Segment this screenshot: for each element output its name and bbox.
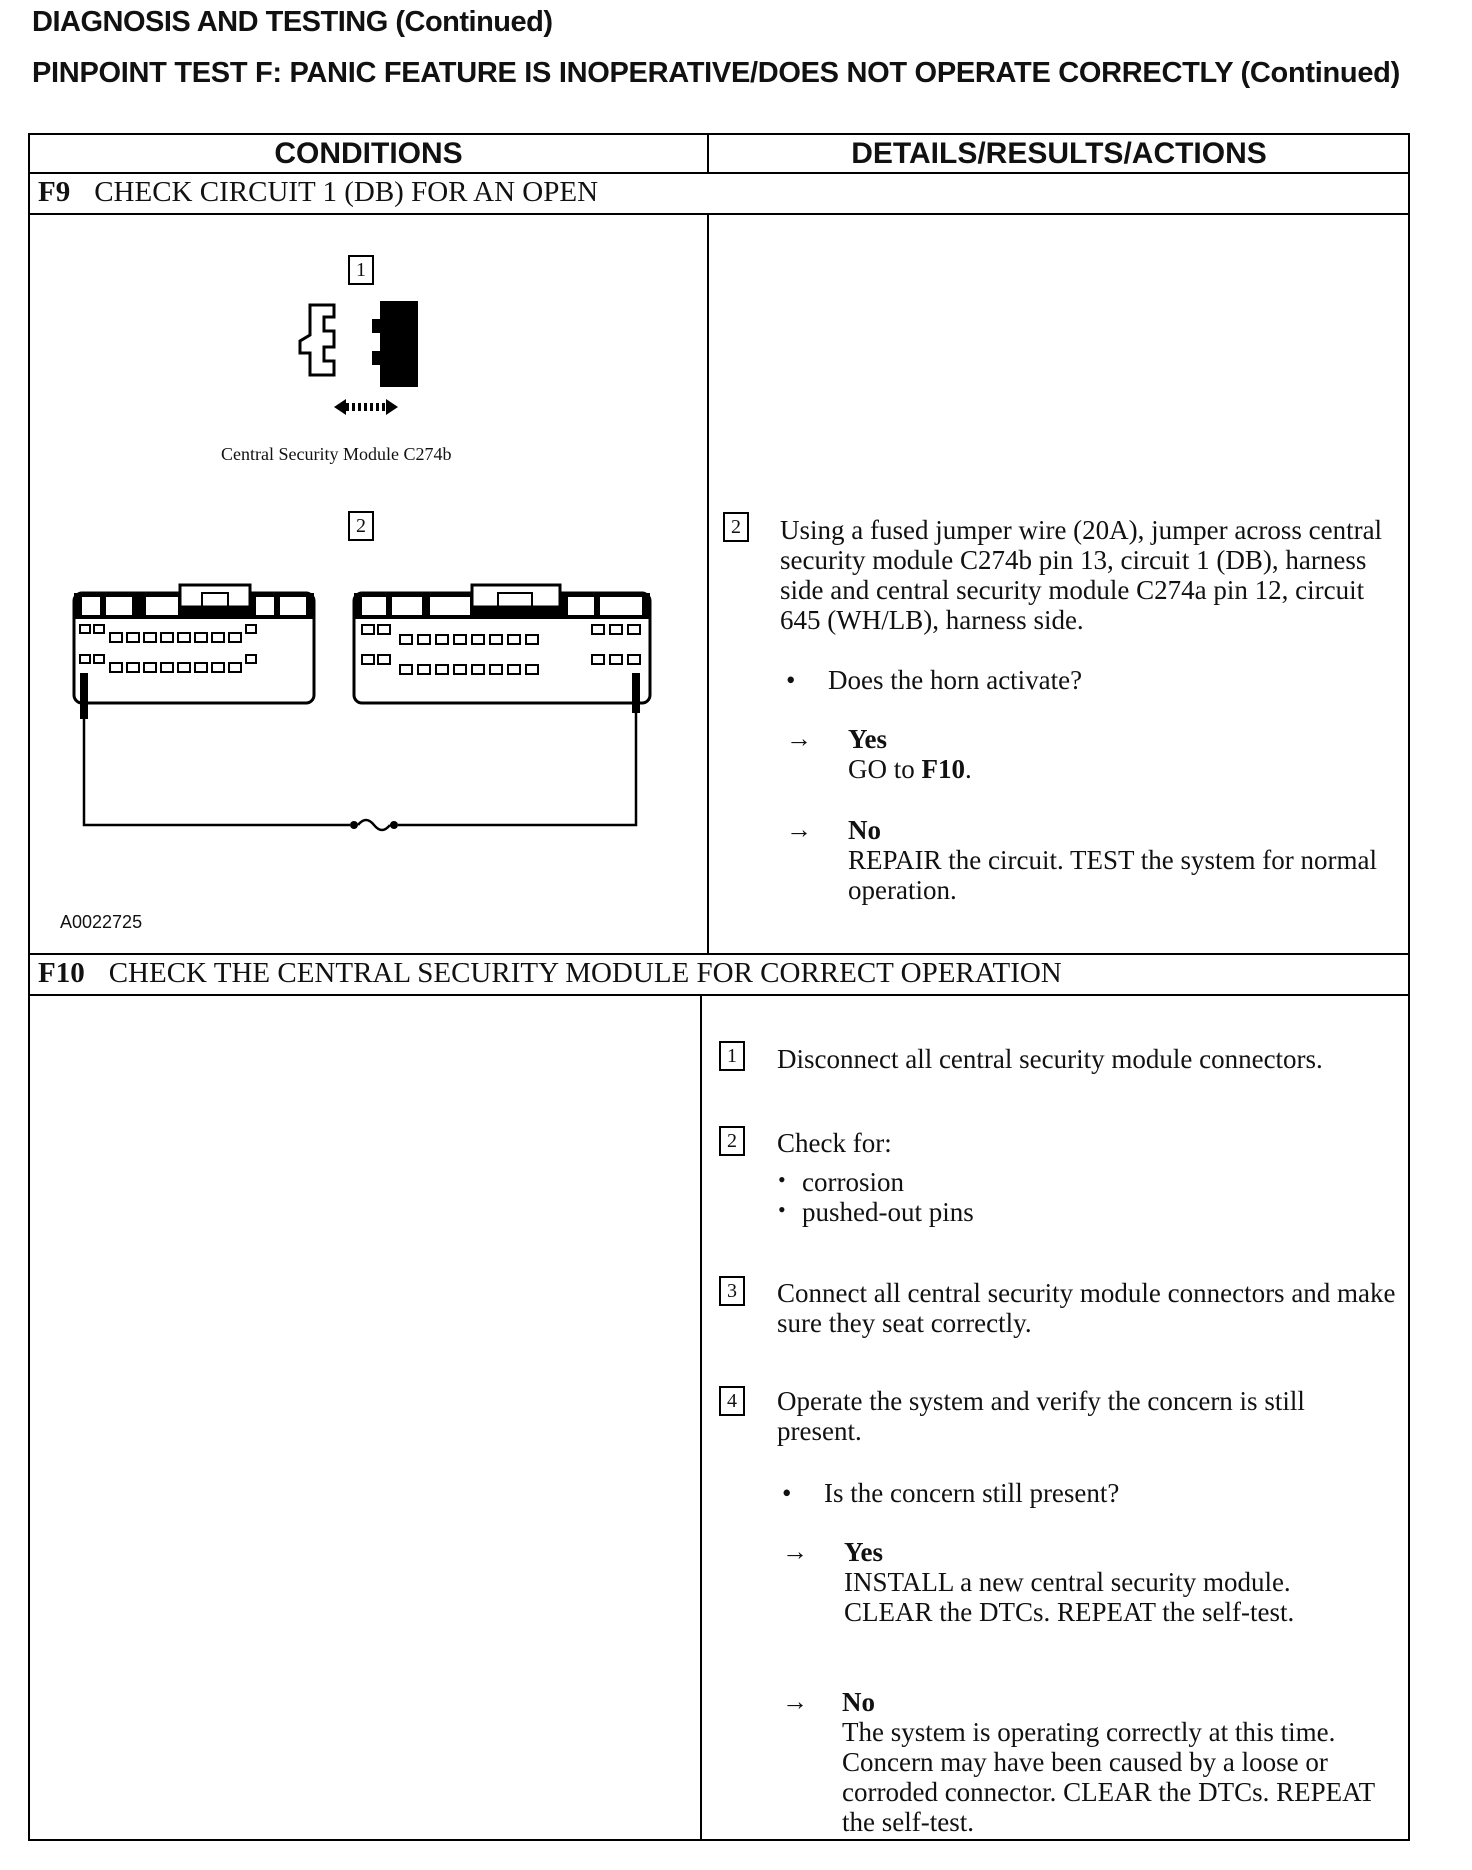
step-f9-heading bbox=[38, 176, 598, 209]
yes-action-suffix: . bbox=[965, 754, 972, 784]
step-title: CHECK THE CENTRAL SECURITY MODULE FOR CORRECT OPERATION bbox=[108, 957, 1062, 989]
yes-action: INSTALL a new central security module. CLEAR the DTCs. REPEAT the self-test. bbox=[844, 1567, 1295, 1627]
arrow-right-icon: → bbox=[782, 1687, 808, 1716]
no-action: The system is operating correctly at this time. Concern may have been caused by a loose or corroded connector. CLEAR the DTCs. REPEAT the self-test. bbox=[842, 1717, 1375, 1837]
yes-label: Yes bbox=[848, 724, 887, 754]
step-1-box: 1 bbox=[719, 1041, 745, 1071]
column-divider bbox=[707, 213, 709, 954]
connector-c274a-icon bbox=[354, 585, 650, 713]
f10-question: Is the concern still present? bbox=[824, 1478, 1120, 1508]
column-divider bbox=[700, 994, 702, 1841]
fuse-icon bbox=[350, 820, 398, 830]
table-divider bbox=[28, 953, 1410, 955]
connector-c274b-icon bbox=[74, 585, 314, 719]
check-item: pushed-out pins bbox=[802, 1197, 974, 1227]
arrow-left-icon bbox=[334, 399, 346, 415]
step-2-instruction: Using a fused jumper wire (20A), jumper across central security module C274b pin 13, circuit 1 (DB), harness side and central security module C274a pin 12, circuit 645 (WH/LB), harness side. bbox=[780, 515, 1383, 635]
f9-question: Does the horn activate? bbox=[828, 665, 1083, 695]
step-1-instruction: Disconnect all central security module connectors. bbox=[777, 1044, 1323, 1074]
yes-action-prefix: GO to bbox=[848, 754, 922, 784]
page-header: DIAGNOSIS AND TESTING (Continued) bbox=[32, 6, 553, 38]
figure-step-2-box: 2 bbox=[348, 511, 374, 541]
step-id: F9 bbox=[38, 176, 71, 208]
bullet: • bbox=[778, 1197, 786, 1222]
connector-disconnect-icon bbox=[290, 295, 430, 425]
jumper-wire-diagram bbox=[60, 575, 660, 845]
no-action: REPAIR the circuit. TEST the system for normal operation. bbox=[848, 845, 1377, 905]
step-id: F10 bbox=[38, 957, 85, 989]
details-header: DETAILS/RESULTS/ACTIONS bbox=[851, 137, 1267, 170]
conditions-header: CONDITIONS bbox=[274, 137, 463, 170]
figure-id: A0022725 bbox=[60, 912, 143, 932]
arrow-right-icon: → bbox=[786, 815, 812, 844]
jumper-wire bbox=[84, 715, 350, 825]
arrow-right-icon: → bbox=[782, 1537, 808, 1566]
arrow-right-icon: → bbox=[786, 724, 812, 753]
yes-action bbox=[848, 754, 972, 784]
step-title: CHECK CIRCUIT 1 (DB) FOR AN OPEN bbox=[94, 176, 599, 208]
figure-caption: Central Security Module C274b bbox=[221, 444, 452, 464]
connector-half-outline bbox=[300, 305, 334, 375]
bullet: • bbox=[782, 1478, 792, 1508]
step-2-instruction: Check for: bbox=[777, 1128, 892, 1158]
connector-half-solid bbox=[372, 301, 418, 387]
table-divider bbox=[28, 994, 1410, 996]
figure-step-1-box: 1 bbox=[348, 255, 374, 285]
step-2-box: 2 bbox=[719, 1126, 745, 1156]
jumper-wire bbox=[398, 711, 636, 825]
pinpoint-test-title: PINPOINT TEST F: PANIC FEATURE IS INOPERATIVE/DOES NOT OPERATE CORRECTLY (Continued) bbox=[32, 57, 1400, 89]
step-2-box: 2 bbox=[723, 512, 749, 542]
step-f10-heading bbox=[38, 957, 1062, 990]
step-3-box: 3 bbox=[719, 1276, 745, 1306]
bullet: • bbox=[786, 665, 796, 695]
step-3-instruction: Connect all central security module connectors and make sure they seat correctly. bbox=[777, 1278, 1396, 1338]
no-label: No bbox=[848, 815, 881, 845]
goto-target: F10 bbox=[921, 754, 965, 784]
check-item: corrosion bbox=[802, 1167, 904, 1197]
no-label: No bbox=[842, 1687, 875, 1717]
bullet: • bbox=[778, 1167, 786, 1192]
step-4-instruction: Operate the system and verify the concern is still present. bbox=[777, 1386, 1305, 1446]
arrow-right-icon bbox=[386, 399, 398, 415]
step-4-box: 4 bbox=[719, 1386, 745, 1416]
yes-label: Yes bbox=[844, 1537, 883, 1567]
table-divider bbox=[28, 172, 1410, 174]
table-divider bbox=[28, 213, 1410, 215]
